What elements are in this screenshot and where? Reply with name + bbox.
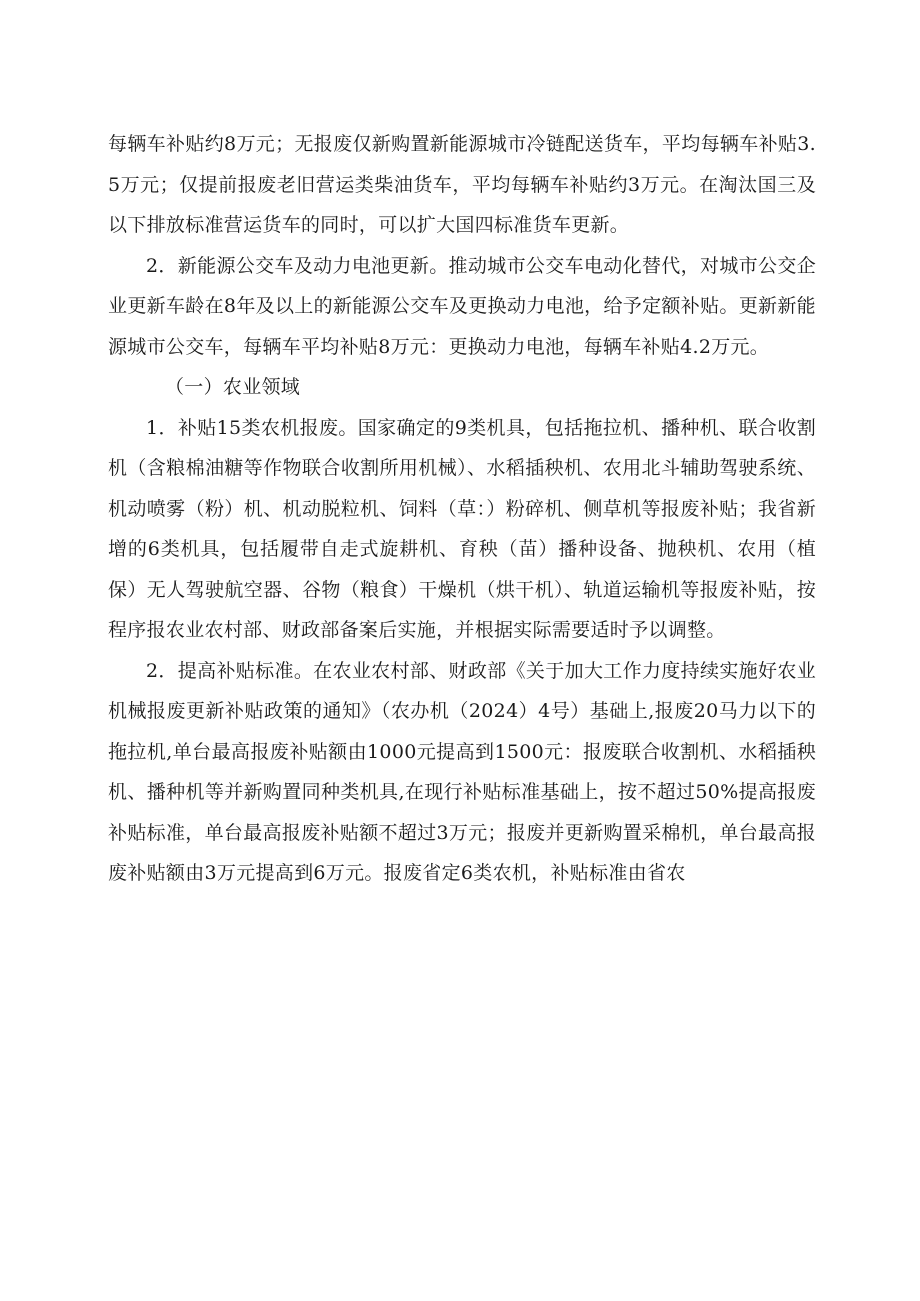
paragraph-subsidy-standard: 2．提高补贴标准。在农业农村部、财政部《关于加大工作力度持续实施好农业机械报废更新补贴政策的通知》（农办机（2024）4号）基础上,报废20马力以下的拖拉机,单台最高报废补贴额由1000元提高到1500元：报废联合收割机、水稻插秧机、播种机等并新购置同种类机具,在现行补贴标准基础上，按不超过50%提高报废补贴标准，单台最高报废补贴额不超过3万元；报废并更新购置采棉机，单台最高报废补贴额由3万元提高到6万元。报废省定6类农机，补贴标准由省农 bbox=[108, 659, 816, 884]
paragraph-bus-battery-update: 2．新能源公交车及动力电池更新。推动城市公交车电动化替代，对城市公交企业更新车龄在8年及以上的新能源公交车及更换动力电池，给予定额补贴。更新新能源城市公交车，每辆车平均补贴8万元：更换动力电池，每辆车补贴4.2万元。 bbox=[108, 254, 816, 358]
section-heading-agriculture: （一）农业领域 bbox=[165, 376, 301, 398]
paragraph-machinery-scrap-subsidy: 1．补贴15类农机报废。国家确定的9类机具，包括拖拉机、播种机、联合收割机（含粮棉油糖等作物联合收割所用机械）、水稻插秧机、农用北斗辅助驾驶系统、机动喷雾（粉）机、机动脱粒机、饲料（草：）粉碎机、侧草机等报废补贴；我省新增的6类机具，包括履带自走式旋耕机、育秧（苗）播种设备、抛秧机、农用（植保）无人驾驶航空器、谷物（粮食）干燥机（烘干机）、轨道运输机等报废补贴，按程序报农业农村部、财政部备案后实施，并根据实际需要适时予以调整。 bbox=[108, 416, 816, 641]
paragraph-continuation: 每辆车补贴约8万元；无报废仅新购置新能源城市冷链配送货车，平均每辆车补贴3.5万元；仅提前报废老旧营运类柴油货车，平均每辆车补贴约3万元。在淘汰国三及以下排放标准营运货车的同时，可以扩大国四标准货车更新。 bbox=[108, 133, 816, 236]
document-body bbox=[108, 124, 816, 894]
